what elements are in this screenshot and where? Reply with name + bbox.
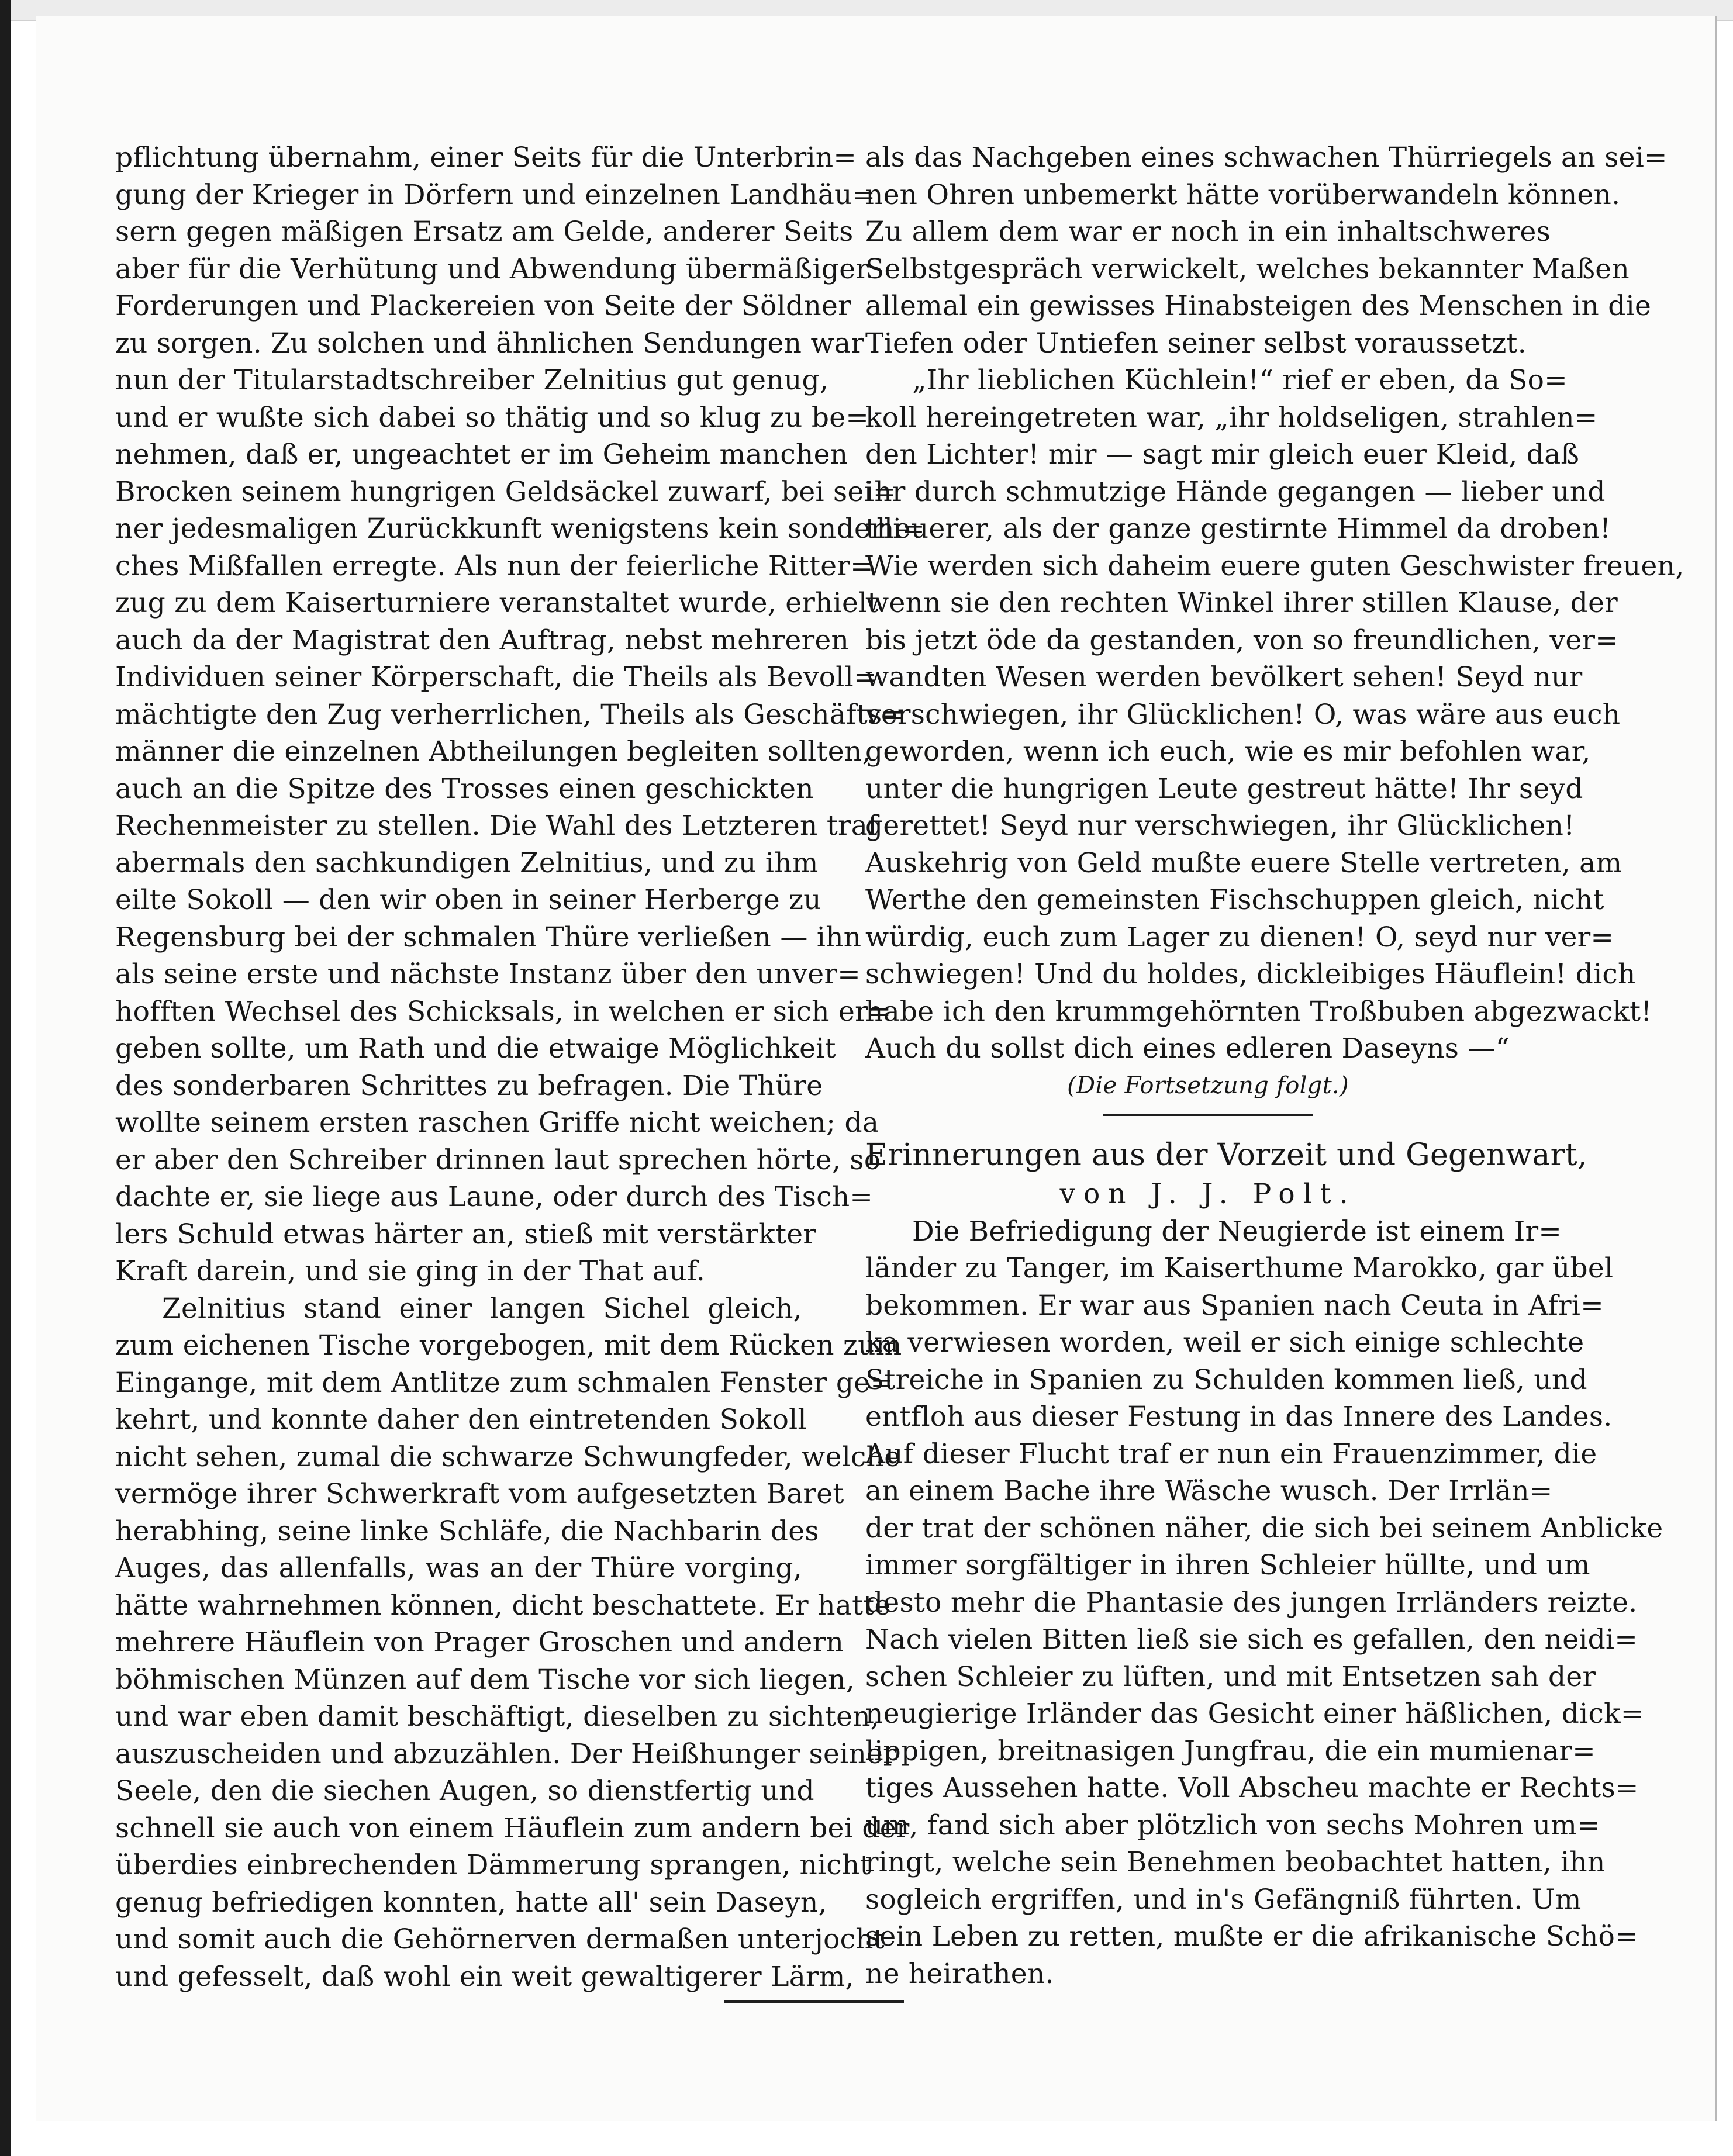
text-line: nicht sehen, zumal die schwarze Schwungfeder, welche xyxy=(115,1440,901,1473)
text-line: Zelnitius stand einer langen Sichel gleich, xyxy=(162,1292,802,1325)
text-line: hofften Wechsel des Schicksals, in welchen er sich er= xyxy=(115,995,892,1028)
text-line: dachte er, sie liege aus Laune, oder durch des Tisch= xyxy=(115,1181,874,1213)
scan-binding-edge xyxy=(0,0,11,2156)
text-line: schnell sie auch von einem Häuflein zum andern bei der xyxy=(115,1812,910,1844)
text-line: kehrt, und konnte daher den eintretenden Sokoll xyxy=(115,1404,807,1436)
text-line: Streiche in Spanien zu Schulden kommen ließ, und xyxy=(865,1363,1587,1396)
right-column xyxy=(865,139,1684,1992)
article-byline: von J. J. Polt. xyxy=(1059,1178,1356,1210)
text-line: ner jedesmaligen Zurückkunft wenigstens kein sonderli= xyxy=(115,513,926,545)
text-line: herabhing, seine linke Schläfe, die Nachbarin des xyxy=(115,1515,819,1547)
text-line: Auch du sollst dich eines edleren Daseyns —“ xyxy=(865,1032,1510,1065)
text-line: auszuscheiden und abzuzählen. Der Heißhunger seiner xyxy=(115,1737,896,1770)
text-line: mächtigte den Zug verherrlichen, Theils als Geschäfts= xyxy=(115,698,906,731)
text-line: den Lichter! mir — sagt mir gleich euer Kleid, daß xyxy=(865,438,1580,471)
text-line: länder zu Tanger, im Kaiserthume Marokko, gar übel xyxy=(865,1252,1614,1284)
text-line: auch da der Magistrat den Auftrag, nebst mehreren xyxy=(115,624,850,657)
text-line: desto mehr die Phantasie des jungen Irrländers reizte. xyxy=(865,1586,1638,1619)
text-line: würdig, euch zum Lager zu dienen! O, seyd nur ver= xyxy=(865,921,1614,953)
text-line: und somit auch die Gehörnerven dermaßen unterjocht xyxy=(115,1923,885,1955)
text-line: und war eben damit beschäftigt, dieselben zu sichten, xyxy=(115,1701,880,1733)
text-line: nen Ohren unbemerkt hätte vorüberwandeln können. xyxy=(865,178,1621,211)
text-line: sogleich ergriffen, und in's Gefängniß führten. Um xyxy=(865,1883,1582,1916)
text-line: Wie werden sich daheim euere guten Geschwister freuen, xyxy=(865,550,1684,582)
text-line: ringt, welche sein Benehmen beobachtet hatten, ihn xyxy=(865,1846,1606,1878)
text-line: zug zu dem Kaiserturniere veranstaltet wurde, erhielt xyxy=(115,587,879,619)
article-title: Erinnerungen aus der Vorzeit und Gegenwart, xyxy=(865,1138,1587,1173)
text-line: mehrere Häuflein von Prager Groschen und andern xyxy=(115,1626,844,1659)
text-line: er aber den Schreiber drinnen laut sprechen hörte, so xyxy=(115,1143,881,1176)
continuation-note: (Die Fortsetzung folgt.) xyxy=(1067,1072,1349,1099)
text-line: gung der Krieger in Dörfern und einzelnen Landhäu= xyxy=(115,178,876,211)
text-line: um, fand sich aber plötzlich von sechs Mohren um= xyxy=(865,1809,1600,1841)
text-line: neugierige Irländer das Gesicht einer häßlichen, dick= xyxy=(865,1698,1644,1730)
text-line: zum eichenen Tische vorgebogen, mit dem Rücken zum xyxy=(115,1329,902,1362)
text-line: verschwiegen, ihr Glücklichen! O, was wäre aus euch xyxy=(865,698,1621,731)
text-line: überdies einbrechenden Dämmerung sprangen, nicht xyxy=(115,1849,871,1881)
text-line: an einem Bache ihre Wäsche wusch. Der Irrlän= xyxy=(865,1475,1553,1507)
text-line: gerettet! Seyd nur verschwiegen, ihr Glücklichen! xyxy=(865,810,1575,842)
text-line: Die Befriedigung der Neugierde ist einem Ir= xyxy=(912,1215,1562,1248)
text-line: Zu allem dem war er noch in ein inhaltschweres xyxy=(865,216,1551,248)
text-line: eilte Sokoll — den wir oben in seiner Herberge zu xyxy=(115,884,821,916)
text-line: Nach vielen Bitten ließ sie sich es gefallen, den neidi= xyxy=(865,1623,1638,1656)
text-line: wollte seinem ersten raschen Griffe nicht weichen; da xyxy=(115,1107,879,1139)
text-line: Seele, den die siechen Augen, so dienstfertig und xyxy=(115,1775,814,1807)
text-line: als das Nachgeben eines schwachen Thürriegels an sei= xyxy=(865,141,1668,174)
text-line: nun der Titularstadtschreiber Zelnitius gut genug, xyxy=(115,364,829,396)
text-line: bekommen. Er war aus Spanien nach Ceuta in Afri= xyxy=(865,1289,1604,1322)
text-line: Rechenmeister zu stellen. Die Wahl des Letzteren traf xyxy=(115,810,878,842)
text-line: böhmischen Münzen auf dem Tische vor sich liegen, xyxy=(115,1663,855,1696)
text-line: immer sorgfältiger in ihren Schleier hüllte, und um xyxy=(865,1549,1590,1581)
text-line: Brocken seinem hungrigen Geldsäckel zuwarf, bei sei= xyxy=(115,475,896,508)
section-divider xyxy=(1103,1114,1313,1116)
text-line: pflichtung übernahm, einer Seits für die Unterbrin= xyxy=(115,141,857,174)
text-line: Kraft darein, und sie ging in der That auf. xyxy=(115,1255,706,1287)
text-line: Auges, das allenfalls, was an der Thüre vorging, xyxy=(115,1552,802,1584)
text-line: hätte wahrnehmen können, dicht beschattete. Er hatte xyxy=(115,1589,891,1622)
text-line: und gefesselt, daß wohl ein weit gewaltigerer Lärm, xyxy=(115,1960,854,1993)
text-line: männer die einzelnen Abtheilungen begleiten sollten, xyxy=(115,735,871,768)
text-line: abermals den sachkundigen Zelnitius, und zu ihm xyxy=(115,846,819,879)
text-line: genug befriedigen konnten, hatte all' sein Daseyn, xyxy=(115,1886,827,1919)
text-line: und er wußte sich dabei so thätig und so klug zu be= xyxy=(115,401,869,434)
text-line: auch an die Spitze des Trosses einen geschickten xyxy=(115,772,814,805)
text-line: sein Leben zu retten, mußte er die afrikanische Schö= xyxy=(865,1920,1638,1953)
text-line: Individuen seiner Körperschaft, die Theils als Bevoll= xyxy=(115,661,877,693)
text-line: Eingange, mit dem Antlitze zum schmalen Fenster ge= xyxy=(115,1366,894,1399)
page xyxy=(36,16,1717,2121)
text-line: ihr durch schmutzige Hände gegangen — lieber und xyxy=(865,475,1606,508)
text-line: tiges Aussehen hatte. Voll Abscheu machte er Rechts= xyxy=(865,1772,1639,1804)
text-line: des sonderbaren Schrittes zu befragen. Die Thüre xyxy=(115,1069,823,1102)
text-line: lers Schuld etwas härter an, stieß mit verstärkter xyxy=(115,1218,817,1250)
text-line: sern gegen mäßigen Ersatz am Gelde, anderer Seits xyxy=(115,216,854,248)
text-line: unter die hungrigen Leute gestreut hätte! Ihr seyd xyxy=(865,772,1583,805)
text-line: der trat der schönen näher, die sich bei seinem Anblicke xyxy=(865,1512,1663,1545)
text-line: vermöge ihrer Schwerkraft vom aufgesetzten Baret xyxy=(115,1478,844,1510)
text-line: aber für die Verhütung und Abwendung übermäßiger xyxy=(115,253,869,285)
text-line: wandten Wesen werden bevölkert sehen! Seyd nur xyxy=(865,661,1583,693)
text-line: Selbstgespräch verwickelt, welches bekannter Maßen xyxy=(865,253,1630,285)
text-line: ka verwiesen worden, weil er sich einige schlechte xyxy=(865,1326,1584,1359)
text-line: nehmen, daß er, ungeachtet er im Geheim manchen xyxy=(115,438,848,471)
text-line: zu sorgen. Zu solchen und ähnlichen Sendungen war xyxy=(115,327,865,360)
text-line: geworden, wenn ich euch, wie es mir befohlen war, xyxy=(865,735,1591,768)
text-line: habe ich den krummgehörnten Troßbuben abgezwackt! xyxy=(865,995,1652,1028)
text-line: lippigen, breitnasigen Jungfrau, die ein mumienar= xyxy=(865,1735,1596,1767)
text-line: schwiegen! Und du holdes, dickleibiges Häuflein! dich xyxy=(865,958,1636,990)
text-line: Regensburg bei der schmalen Thüre verließen — ihn xyxy=(115,921,862,953)
text-line: Auskehrig von Geld mußte euere Stelle vertreten, am xyxy=(865,846,1622,879)
text-line: ches Mißfallen erregte. Als nun der feierliche Ritter= xyxy=(115,550,874,582)
text-line: „Ihr lieblichen Küchlein!“ rief er eben, da So= xyxy=(912,364,1568,396)
text-line: entfloh aus dieser Festung in das Innere des Landes. xyxy=(865,1401,1613,1433)
text-line: Forderungen und Plackereien von Seite der Söldner xyxy=(115,290,851,322)
text-line: wenn sie den rechten Winkel ihrer stillen Klause, der xyxy=(865,587,1618,619)
text-line: schen Schleier zu lüften, und mit Entsetzen sah der xyxy=(865,1660,1596,1693)
text-line: theuerer, als der ganze gestirnte Himmel da droben! xyxy=(865,513,1611,545)
left-column xyxy=(115,139,926,1995)
text-line: Werthe den gemeinsten Fischschuppen gleich, nicht xyxy=(865,884,1604,916)
text-line: geben sollte, um Rath und die etwaige Möglichkeit xyxy=(115,1032,836,1065)
text-line: Tiefen oder Untiefen seiner selbst voraussetzt. xyxy=(865,327,1527,360)
page-end-rule xyxy=(724,2000,904,2003)
text-line: Auf dieser Flucht traf er nun ein Frauenzimmer, die xyxy=(865,1438,1597,1470)
text-line: bis jetzt öde da gestanden, von so freundlichen, ver= xyxy=(865,624,1618,657)
text-line: allemal ein gewisses Hinabsteigen des Menschen in die xyxy=(865,290,1652,322)
text-line: koll hereingetreten war, „ihr holdseligen, strahlen= xyxy=(865,401,1598,434)
text-line: ne heirathen. xyxy=(865,1957,1054,1990)
text-line: als seine erste und nächste Instanz über den unver= xyxy=(115,958,861,990)
